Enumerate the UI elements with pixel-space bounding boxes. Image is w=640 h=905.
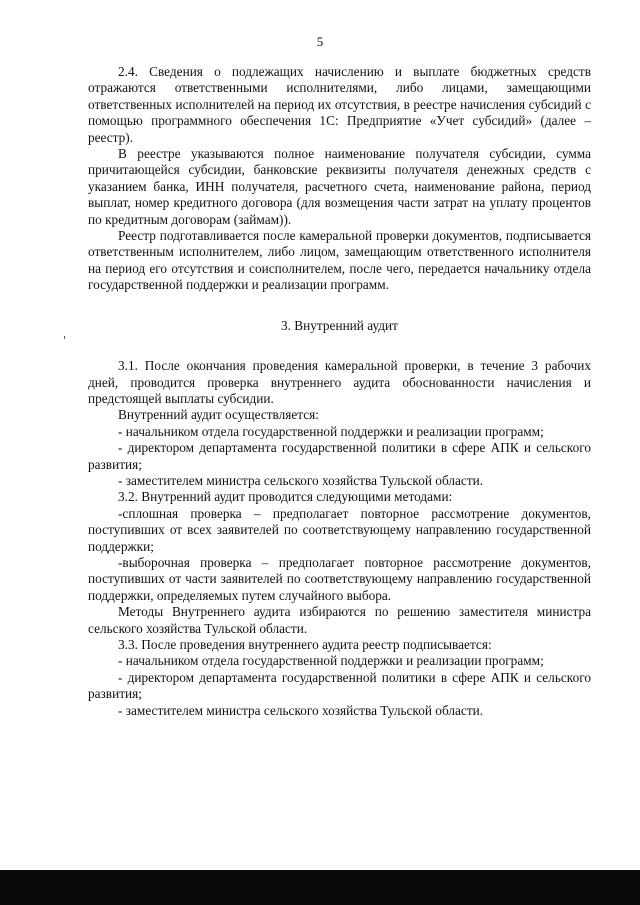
scan-margin-mark bbox=[64, 336, 65, 339]
paragraph-audit-methods: Методы Внутреннего аудита избираются по решению заместителя министра сельского хозяйства Тульской области. bbox=[88, 604, 591, 636]
list-item-signer-department-head: - начальником отдела государственной поддержки и реализации программ; bbox=[118, 653, 544, 669]
scan-bottom-border bbox=[0, 870, 640, 905]
list-item-signer-deputy-minister: - заместителем министра сельского хозяйства Тульской области. bbox=[118, 702, 484, 718]
list-item-department-head: - начальником отдела государственной поддержки и реализации программ; bbox=[118, 423, 544, 439]
paragraph-3-3: 3.3. После проведения внутреннего аудита реестр подписывается: bbox=[118, 637, 492, 652]
page-number: 5 bbox=[316, 34, 324, 49]
paragraph-audit-performed-by: Внутренний аудит осуществляется: bbox=[118, 407, 319, 423]
paragraph-registry-preparation: Реестр подготавливается после камеральной проверки документов, подписывается ответственным исполнителем, либо лицом, замещающим ответственного исполнителя на период его отсутствия и соисполнителем, после чего, передается начальнику отдела государственной поддержки и реализации программ. bbox=[88, 228, 591, 293]
document-body bbox=[88, 64, 591, 719]
paragraph-2-4: 2.4. Сведения о подлежащих начислению и выплате бюджетных средств отражаются ответственными исполнителями, либо лицами, замещающими ответственных исполнителей на период их отсутствия, в реестре начисления субсидий с помощью программного обеспечения 1С: Предприятие «Учет субсидий» (далее – реестр). bbox=[88, 64, 591, 145]
paragraph-registry-contents: В реестре указываются полное наименование получателя субсидии, сумма причитающейся субсидии, банковские реквизиты получателя денежных средств с указанием банка, ИНН получателя, расчетного счета, наименование района, период выплат, номер кредитного договора (для возмещения части затрат на уплату процентов по кредитным договорам (займам)). bbox=[88, 146, 591, 227]
list-item-signer-director: - директором департамента государственной политики в сфере АПК и сельского развития; bbox=[88, 669, 591, 702]
list-item-full-check: -сплошная проверка – предполагает повторное рассмотрение документов, поступивших от всех заявителей по соответствующему направлению государственной поддержки; bbox=[88, 505, 591, 554]
paragraph-3-1: 3.1. После окончания проведения камеральной проверки, в течение 3 рабочих дней, проводится проверка внутреннего аудита обоснованности начисления и предстоящей выплаты субсидии. bbox=[88, 358, 591, 406]
list-item-deputy-minister: - заместителем министра сельского хозяйства Тульской области. bbox=[118, 472, 484, 488]
list-item-sample-check: -выборочная проверка – предполагает повторное рассмотрение документов, поступивших от части заявителей по соответствующему направлению государственной поддержки, определяемых путем случайного выбора. bbox=[88, 554, 591, 603]
list-item-director: - директором департамента государственной политики в сфере АПК и сельского развития; bbox=[88, 440, 591, 472]
section-title: 3. Внутренний аудит bbox=[281, 317, 398, 333]
paragraph-3-2: 3.2. Внутренний аудит проводится следующими методами: bbox=[118, 489, 453, 505]
